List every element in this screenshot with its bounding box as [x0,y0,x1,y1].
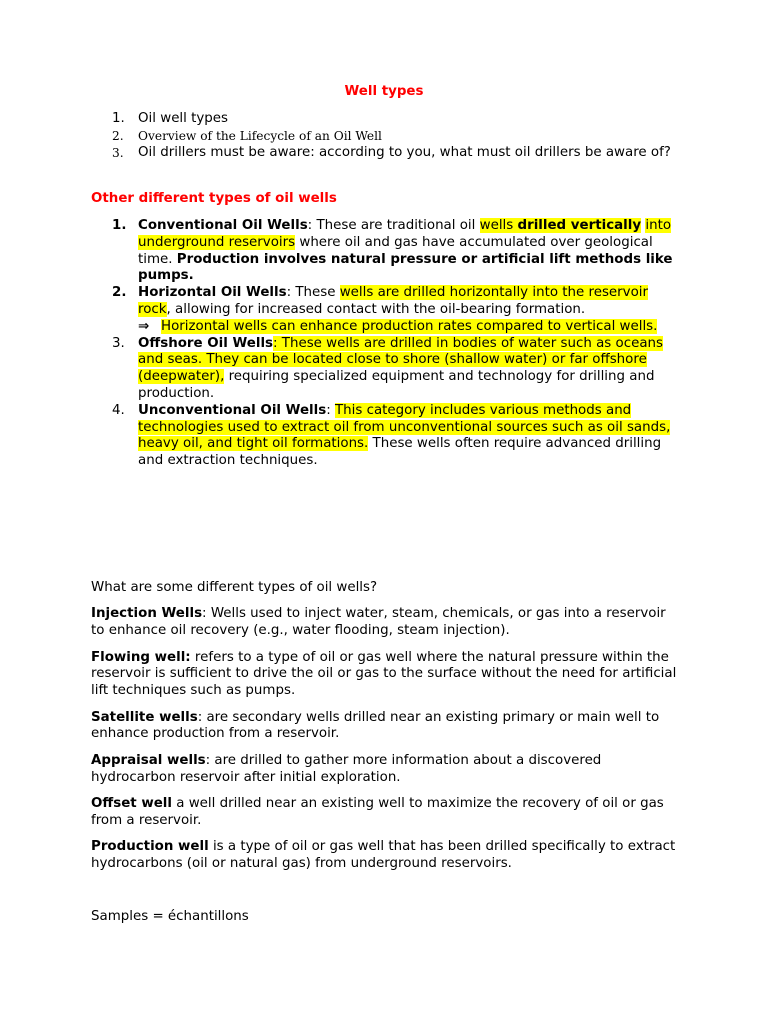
highlighted-text: This category includes various methods and technologies used to extract oil from unconventional sources such as oil sands, heavy oil, and tight oil formations. [138,402,671,452]
well-type-item [112,218,677,285]
arrow-note [138,319,677,336]
body-text: requiring specialized equipment and technology for drilling and production. [138,369,655,401]
definition [91,650,681,700]
well-type-name: Horizontal Oil Wells [138,285,287,301]
definition-text: : Wells used to inject water, steam, chemicals, or gas into a reservoir to enhance oil recovery (e.g., water flooding, steam injection). [91,606,666,639]
definition-text: refers to a type of oil or gas well where the natural pressure within the reservoir is sufficient to drive the oil or gas to the surface without the need for artificial lift techniques such as pumps. [91,649,677,699]
well-type-name: Offshore Oil Wells [138,335,274,351]
list-number: 1. [112,218,127,233]
definition [91,839,681,873]
definition-text: : are drilled to gather more information about a discovered hydrocarbon reservoir after initial exploration. [91,752,602,785]
outline-item-text: Overview of the Lifecycle of an Oil Well [138,128,382,143]
list-number: 3. [112,145,124,160]
well-type-item [112,336,677,403]
outline-item [112,128,672,145]
definition [91,606,681,640]
outline-item-text: Oil well types [138,111,229,126]
definition-term: Offset well [91,795,172,811]
definition [91,710,681,744]
body-text: : These are traditional oil [307,218,480,233]
definition-text: is a type of oil or gas well that has been drilled specifically to extract hydrocarbons (oil or natural gas) from underground reservoirs. [91,839,676,871]
definitions-section [91,580,681,882]
arrow-icon: ⇒ [138,318,150,334]
definition-text: : are secondary wells drilled near an existing primary or main well to enhance production from a reservoir. [91,709,660,742]
list-number: 2. [112,128,124,143]
definition-text: a well drilled near an existing well to maximize the recovery of oil or gas from a reservoir. [91,795,664,828]
well-type-name: Conventional Oil Wells [138,218,308,233]
body-text: : These [286,285,340,301]
document-title: Well types [344,84,424,99]
section-heading: Other different types of oil wells [91,191,337,206]
outline-item-text: Oil drillers must be aware: according to you, what must oil drillers be aware of? [138,144,671,160]
definition [91,753,681,787]
well-types-list [112,218,677,470]
body-text: where oil and gas have accumulated over geological time. [138,234,653,267]
highlighted-text: drilled vertically [517,218,642,233]
definition [91,796,681,830]
definition-term: Satellite wells [91,709,198,725]
highlighted-text: : These wells are drilled in bodies of water such as oceans and seas. They can be located close to shore (shallow water) or far offshore (deepwater), [138,335,664,385]
definition-term: Injection Wells [91,606,203,622]
definition-term: Production well [91,839,209,855]
outline-item [112,145,672,162]
body-text: , allowing for increased contact with the oil-bearing formation. [166,301,586,317]
well-type-item [112,403,677,470]
question-text: What are some different types of oil wells? [91,580,378,595]
body-text: : [326,402,335,418]
highlighted-text: wells [479,218,518,233]
list-number: 4. [112,402,125,418]
highlighted-text: wells are drilled horizontally into the reservoir rock [138,285,649,317]
bold-text: Production involves natural pressure or artificial lift methods like pumps. [138,251,673,284]
outline-item [112,111,672,128]
outline-list [112,111,672,161]
highlighted-text: Horizontal wells can enhance production rates compared to vertical wells. [161,318,658,334]
well-type-item [112,285,677,335]
samples-note: Samples = échantillons [91,909,249,924]
list-number: 1. [112,111,125,126]
body-text: These wells often require advanced drilling and extraction techniques. [138,436,662,469]
definition-term: Flowing well: [91,649,191,665]
list-number: 2. [112,285,127,301]
list-number: 3. [112,335,125,351]
definition-term: Appraisal wells [91,752,206,768]
well-type-name: Unconventional Oil Wells [138,402,327,418]
highlighted-text: into underground reservoirs [138,218,672,250]
